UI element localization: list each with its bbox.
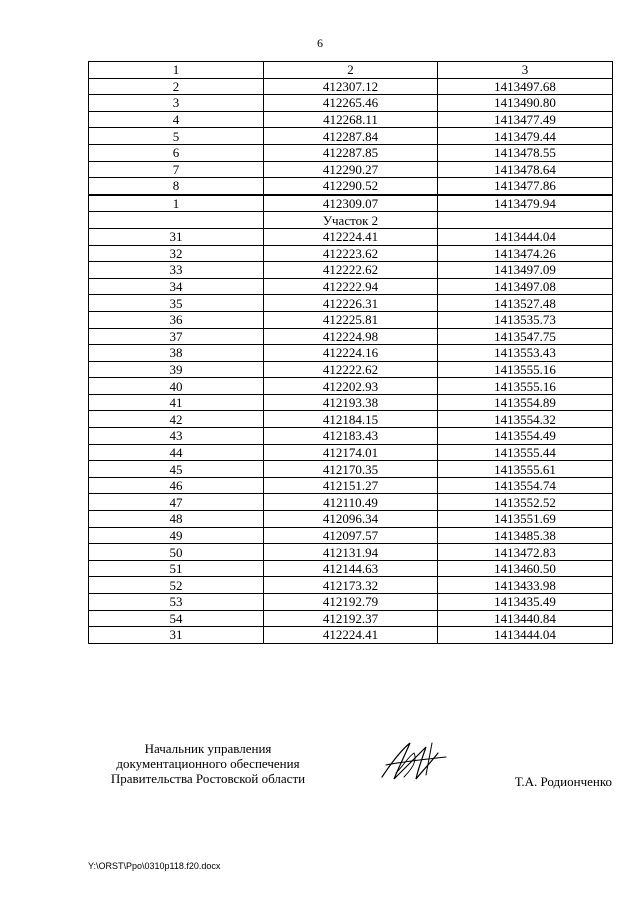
point-number-cell: 1 bbox=[89, 195, 264, 212]
table-row bbox=[89, 178, 613, 195]
table-row bbox=[89, 544, 613, 561]
point-number-cell: 38 bbox=[89, 345, 264, 362]
table-row bbox=[89, 212, 613, 229]
point-number-cell: 44 bbox=[89, 444, 264, 461]
page-number: 6 bbox=[317, 36, 323, 50]
table-row bbox=[89, 610, 613, 627]
y-coordinate-cell: 1413555.61 bbox=[438, 461, 613, 478]
table-row bbox=[89, 594, 613, 611]
signer-position bbox=[88, 741, 328, 786]
point-number-cell: 43 bbox=[89, 428, 264, 445]
x-coordinate-cell: 412290.27 bbox=[264, 161, 438, 178]
x-coordinate-cell: 412224.41 bbox=[264, 627, 438, 644]
table-row bbox=[89, 245, 613, 262]
y-coordinate-cell: 1413435.49 bbox=[438, 594, 613, 611]
table-row bbox=[89, 444, 613, 461]
y-coordinate-cell: 1413490.80 bbox=[438, 95, 613, 112]
x-coordinate-cell: 412183.43 bbox=[264, 428, 438, 445]
y-coordinate-cell: 1413554.74 bbox=[438, 477, 613, 494]
y-coordinate-cell: 1413555.16 bbox=[438, 378, 613, 395]
x-coordinate-cell: 412287.84 bbox=[264, 128, 438, 145]
x-coordinate-cell: 412170.35 bbox=[264, 461, 438, 478]
table-row bbox=[89, 161, 613, 178]
x-coordinate-cell: 412223.62 bbox=[264, 245, 438, 262]
point-number-cell: 32 bbox=[89, 245, 264, 262]
x-coordinate-cell: 412222.94 bbox=[264, 278, 438, 295]
table-row bbox=[89, 78, 613, 95]
point-number-cell bbox=[89, 212, 264, 229]
x-coordinate-cell: 412097.57 bbox=[264, 527, 438, 544]
table-row bbox=[89, 311, 613, 328]
point-number-cell: 35 bbox=[89, 295, 264, 312]
y-coordinate-cell: 1413552.52 bbox=[438, 494, 613, 511]
point-number-cell: 53 bbox=[89, 594, 264, 611]
x-coordinate-cell: 412173.32 bbox=[264, 577, 438, 594]
x-coordinate-cell: 412174.01 bbox=[264, 444, 438, 461]
x-coordinate-cell: 412224.16 bbox=[264, 345, 438, 362]
point-number-cell: 45 bbox=[89, 461, 264, 478]
x-coordinate-cell: 412193.38 bbox=[264, 394, 438, 411]
table-row bbox=[89, 328, 613, 345]
handwritten-signature bbox=[374, 735, 464, 787]
y-coordinate-cell: 1413460.50 bbox=[438, 560, 613, 577]
y-coordinate-cell: 1413479.44 bbox=[438, 128, 613, 145]
table-row bbox=[89, 111, 613, 128]
point-number-cell: 46 bbox=[89, 477, 264, 494]
column-header-point: 1 bbox=[89, 62, 264, 79]
x-coordinate-cell: 412110.49 bbox=[264, 494, 438, 511]
x-coordinate-cell: 412268.11 bbox=[264, 111, 438, 128]
table-row bbox=[89, 195, 613, 212]
x-coordinate-cell: 412222.62 bbox=[264, 262, 438, 279]
x-coordinate-cell: 412307.12 bbox=[264, 78, 438, 95]
x-coordinate-cell: 412144.63 bbox=[264, 560, 438, 577]
signer-position-line: документационного обеспечения bbox=[116, 756, 300, 771]
point-number-cell: 49 bbox=[89, 527, 264, 544]
x-coordinate-cell: 412184.15 bbox=[264, 411, 438, 428]
x-coordinate-cell: 412225.81 bbox=[264, 311, 438, 328]
y-coordinate-cell: 1413551.69 bbox=[438, 511, 613, 528]
y-coordinate-cell: 1413444.04 bbox=[438, 627, 613, 644]
table-row bbox=[89, 477, 613, 494]
point-number-cell: 39 bbox=[89, 361, 264, 378]
y-coordinate-cell: 1413479.94 bbox=[438, 195, 613, 212]
point-number-cell: 2 bbox=[89, 78, 264, 95]
y-coordinate-cell: 1413485.38 bbox=[438, 527, 613, 544]
point-number-cell: 51 bbox=[89, 560, 264, 577]
point-number-cell: 7 bbox=[89, 161, 264, 178]
y-coordinate-cell: 1413478.64 bbox=[438, 161, 613, 178]
y-coordinate-cell: 1413497.09 bbox=[438, 262, 613, 279]
y-coordinate-cell: 1413555.44 bbox=[438, 444, 613, 461]
y-coordinate-cell: 1413433.98 bbox=[438, 577, 613, 594]
table-row bbox=[89, 144, 613, 161]
table-row bbox=[89, 295, 613, 312]
y-coordinate-cell: 1413547.75 bbox=[438, 328, 613, 345]
table-row bbox=[89, 345, 613, 362]
point-number-cell: 36 bbox=[89, 311, 264, 328]
point-number-cell: 33 bbox=[89, 262, 264, 279]
x-coordinate-cell: 412309.07 bbox=[264, 195, 438, 212]
y-coordinate-cell: 1413527.48 bbox=[438, 295, 613, 312]
point-number-cell: 34 bbox=[89, 278, 264, 295]
x-coordinate-cell: 412290.52 bbox=[264, 178, 438, 195]
x-coordinate-cell: 412192.37 bbox=[264, 610, 438, 627]
y-coordinate-cell: 1413474.26 bbox=[438, 245, 613, 262]
y-coordinate-cell: 1413444.04 bbox=[438, 228, 613, 245]
y-coordinate-cell bbox=[438, 212, 613, 229]
point-number-cell: 41 bbox=[89, 394, 264, 411]
point-number-cell: 52 bbox=[89, 577, 264, 594]
point-number-cell: 37 bbox=[89, 328, 264, 345]
x-coordinate-cell: 412192.79 bbox=[264, 594, 438, 611]
table-row bbox=[89, 228, 613, 245]
y-coordinate-cell: 1413472.83 bbox=[438, 544, 613, 561]
point-number-cell: 3 bbox=[89, 95, 264, 112]
x-coordinate-cell: 412096.34 bbox=[264, 511, 438, 528]
y-coordinate-cell: 1413478.55 bbox=[438, 144, 613, 161]
x-coordinate-cell: 412222.62 bbox=[264, 361, 438, 378]
y-coordinate-cell: 1413554.32 bbox=[438, 411, 613, 428]
y-coordinate-cell: 1413477.86 bbox=[438, 178, 613, 195]
x-coordinate-cell: 412224.98 bbox=[264, 328, 438, 345]
signer-position-line: Правительства Ростовской области bbox=[110, 771, 306, 786]
signer-position-line: Начальник управления bbox=[144, 741, 272, 756]
column-header-y: 3 bbox=[438, 62, 613, 79]
table-row bbox=[89, 494, 613, 511]
x-coordinate-cell: 412265.46 bbox=[264, 95, 438, 112]
table-row bbox=[89, 577, 613, 594]
point-number-cell: 40 bbox=[89, 378, 264, 395]
table-row bbox=[89, 128, 613, 145]
point-number-cell: 6 bbox=[89, 144, 264, 161]
point-number-cell: 42 bbox=[89, 411, 264, 428]
table-row bbox=[89, 95, 613, 112]
point-number-cell: 8 bbox=[89, 178, 264, 195]
coordinates-table bbox=[88, 61, 613, 644]
column-header-x: 2 bbox=[264, 62, 438, 79]
table-row bbox=[89, 278, 613, 295]
table-row bbox=[89, 461, 613, 478]
x-coordinate-cell: 412151.27 bbox=[264, 477, 438, 494]
y-coordinate-cell: 1413477.49 bbox=[438, 111, 613, 128]
signature-block bbox=[88, 741, 612, 801]
table-row bbox=[89, 627, 613, 644]
table-row bbox=[89, 428, 613, 445]
x-coordinate-cell: 412202.93 bbox=[264, 378, 438, 395]
x-coordinate-cell: 412226.31 bbox=[264, 295, 438, 312]
y-coordinate-cell: 1413497.68 bbox=[438, 78, 613, 95]
y-coordinate-cell: 1413554.49 bbox=[438, 428, 613, 445]
y-coordinate-cell: 1413497.08 bbox=[438, 278, 613, 295]
x-coordinate-cell: Участок 2 bbox=[264, 212, 438, 229]
table-row bbox=[89, 511, 613, 528]
y-coordinate-cell: 1413554.89 bbox=[438, 394, 613, 411]
point-number-cell: 31 bbox=[89, 228, 264, 245]
y-coordinate-cell: 1413555.16 bbox=[438, 361, 613, 378]
point-number-cell: 54 bbox=[89, 610, 264, 627]
x-coordinate-cell: 412131.94 bbox=[264, 544, 438, 561]
table-row bbox=[89, 361, 613, 378]
table-body bbox=[89, 78, 613, 643]
table-row bbox=[89, 527, 613, 544]
table-row bbox=[89, 378, 613, 395]
table-row bbox=[89, 262, 613, 279]
y-coordinate-cell: 1413440.84 bbox=[438, 610, 613, 627]
point-number-cell: 50 bbox=[89, 544, 264, 561]
table-row bbox=[89, 394, 613, 411]
y-coordinate-cell: 1413553.43 bbox=[438, 345, 613, 362]
point-number-cell: 48 bbox=[89, 511, 264, 528]
table-row bbox=[89, 411, 613, 428]
point-number-cell: 4 bbox=[89, 111, 264, 128]
point-number-cell: 31 bbox=[89, 627, 264, 644]
file-path: Y:\ORST\Ppo\0310p118.f20.docx bbox=[88, 861, 221, 871]
x-coordinate-cell: 412287.85 bbox=[264, 144, 438, 161]
signer-name: Т.А. Родионченко bbox=[514, 774, 612, 789]
x-coordinate-cell: 412224.41 bbox=[264, 228, 438, 245]
point-number-cell: 5 bbox=[89, 128, 264, 145]
table-row bbox=[89, 560, 613, 577]
table-header-row bbox=[89, 62, 613, 79]
y-coordinate-cell: 1413535.73 bbox=[438, 311, 613, 328]
point-number-cell: 47 bbox=[89, 494, 264, 511]
